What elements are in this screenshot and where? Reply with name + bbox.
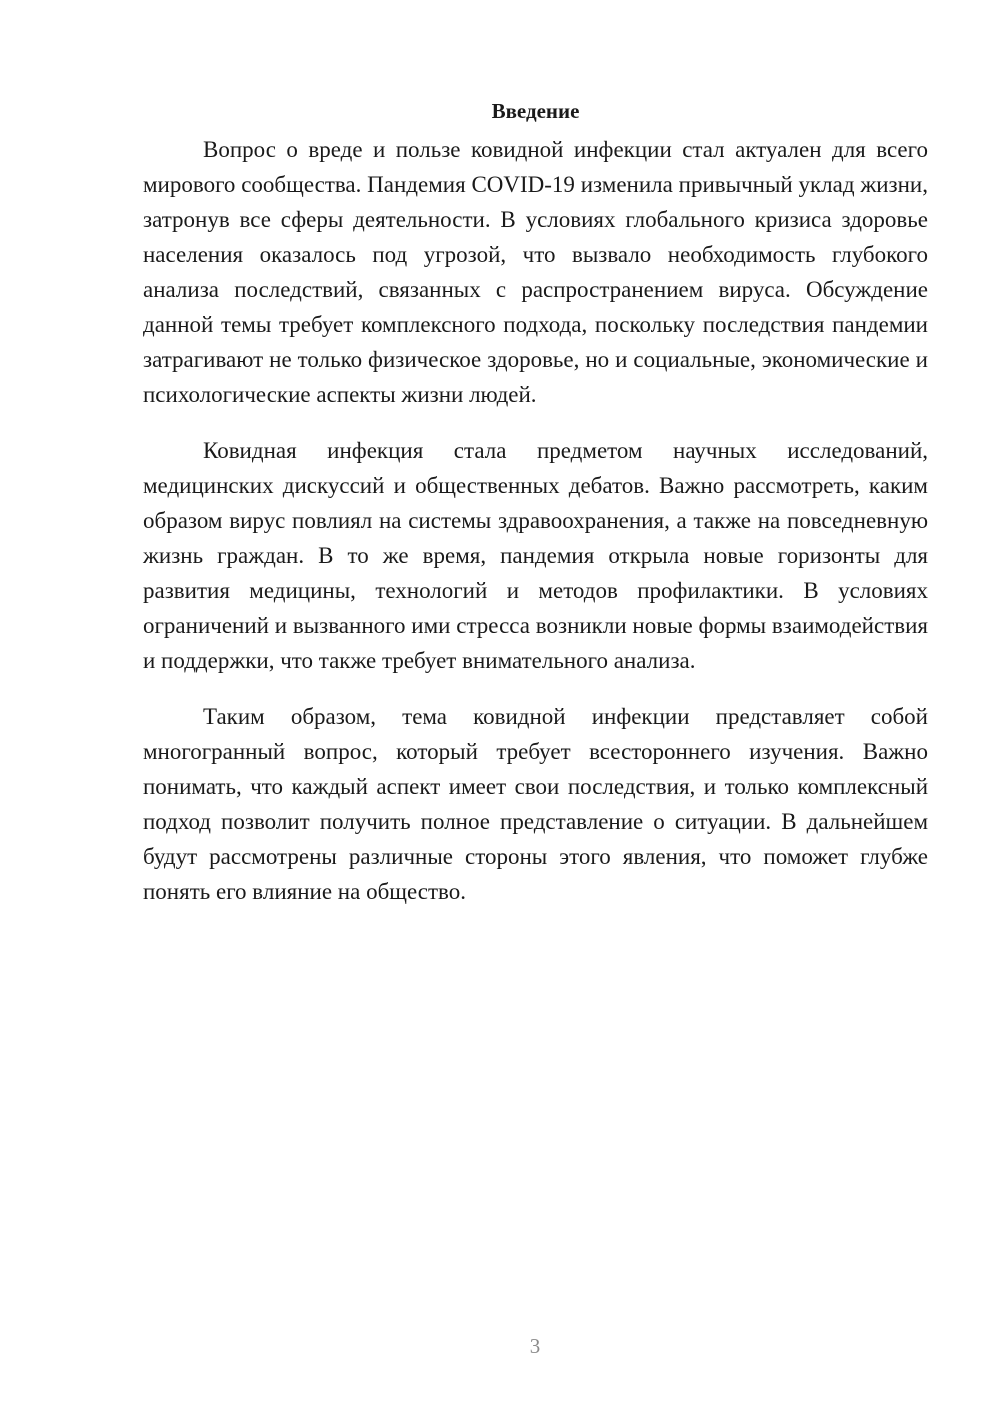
paragraph-1: Вопрос о вреде и пользе ковидной инфекции стал актуален для всего мирового сообщества. Пандемия COVID-19 изменила привычный уклад жизни, затронув все сферы деятельности. В условиях глобального кризиса здоровье населения оказалось под угрозой, что вызвало необходимость глубокого анализа последствий, связанных с распространением вируса. Обсуждение данной темы требует комплексного подхода, поскольку последствия пандемии затрагивают не только физическое здоровье, но и социальные, экономические и психологические аспекты жизни людей.: [143, 137, 928, 407]
paragraph-2: Ковидная инфекция стала предметом научных исследований, медицинских дискуссий и общественных дебатов. Важно рассмотреть, каким образом вирус повлиял на системы здравоохранения, а также на повседневную жизнь граждан. В то же время, пандемия открыла новые горизонты для развития медицины, технологий и методов профилактики. В условиях ограничений и вызванного ими стресса возникли новые формы взаимодействия и поддержки, что также требует внимательного анализа.: [143, 438, 928, 673]
section-heading: Введение: [491, 99, 580, 123]
page-content: [143, 96, 928, 930]
paragraph-3: Таким образом, тема ковидной инфекции представляет собой многогранный вопрос, который требует всестороннего изучения. Важно понимать, что каждый аспект имеет свои последствия, и только комплексный подход позволит получить полное представление о ситуации. В дальнейшем будут рассмотрены различные стороны этого явления, что поможет глубже понять его влияние на общество.: [143, 704, 928, 904]
page-number: 3: [529, 1334, 541, 1358]
